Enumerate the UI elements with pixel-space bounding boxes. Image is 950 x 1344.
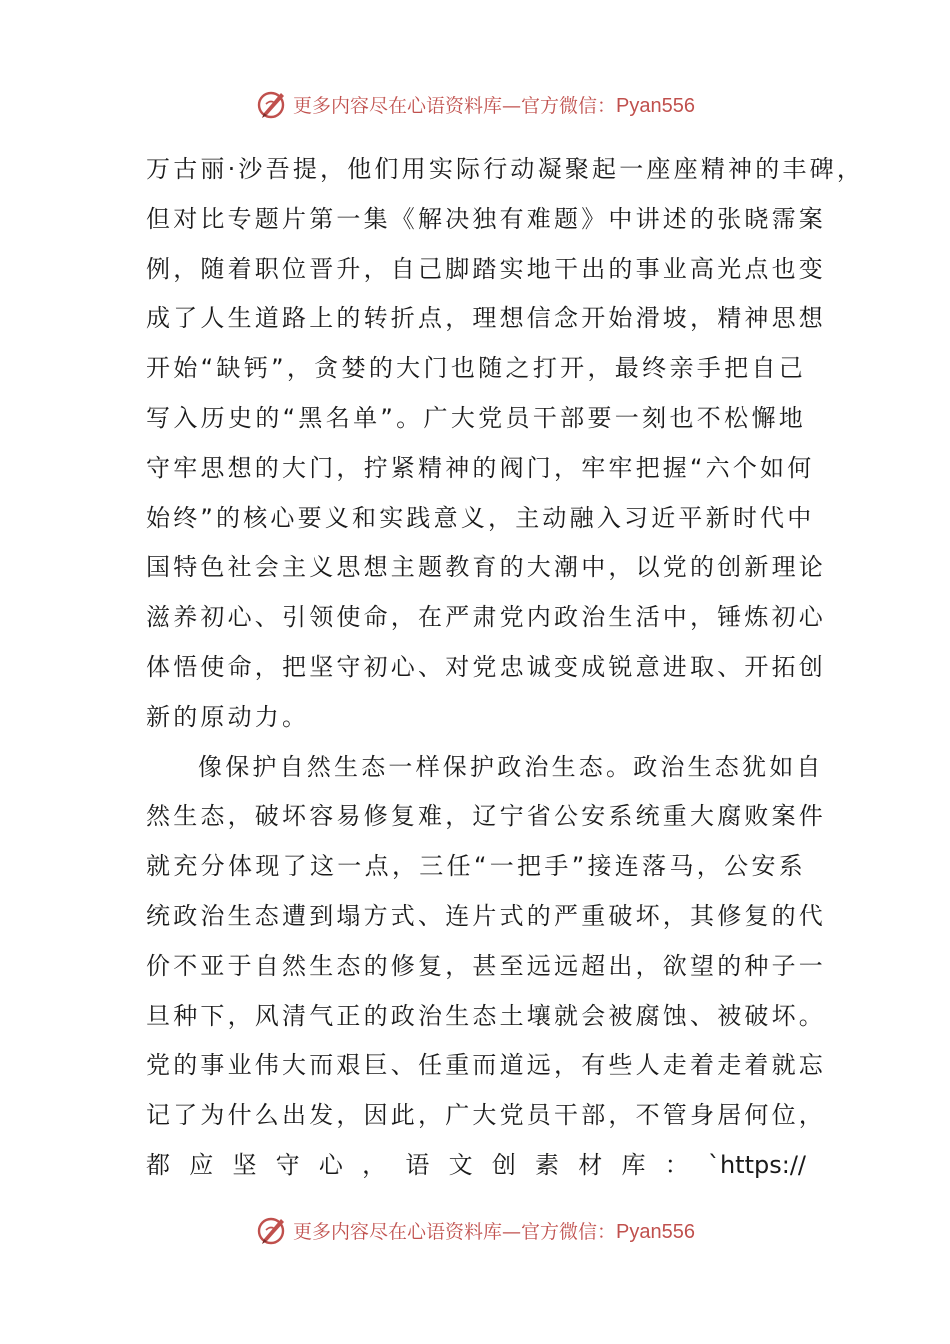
footer-banner [0, 1210, 950, 1250]
banner-caption [293, 91, 695, 118]
text-line: 就充分体现了这一点，三任“一把手”接连落马，公安系 [146, 852, 806, 881]
text-line: 万古丽·沙吾提，他们用实际行动凝聚起一座座精神的丰碑， [146, 155, 865, 183]
text-line: 然生态，破坏容易修复难，辽宁省公安系统重大腐败案件 [146, 802, 826, 831]
text-line: 记了为什么出发，因此，广大党员干部，不管身居何位， [146, 1101, 826, 1130]
text-line: 体悟使命，把坚守初心、对党忠诚变成锐意进取、开拓创 [146, 652, 826, 681]
text-line: 始终”的核心要义和实践意义，主动融入习近平新时代中 [146, 503, 815, 532]
text-line: 国特色社会主义思想主题教育的大潮中，以党的创新理论 [146, 553, 826, 582]
banner-caption [293, 1217, 695, 1244]
text-line: 党的事业伟大而艰巨、任重而道远，有些人走着走着就忘 [146, 1051, 826, 1080]
text-line: 新的原动力。 [146, 702, 310, 731]
banner-title: 更多内容尽在心语资料库—官方微信： [293, 94, 617, 117]
text-line: 例，随着职位晋升，自己脚踏实地干出的事业高光点也变 [146, 254, 826, 283]
text-line: 成了人生道路上的转折点，理想信念开始滑坡，精神思想 [146, 304, 826, 333]
banner-handle: Pyan556 [616, 1220, 695, 1243]
pen-logo-icon [255, 87, 289, 121]
text-line: 旦种下，风清气正的政治生态土壤就会被腐蚀、被破坏。 [146, 1001, 826, 1030]
paragraph-start-line: 像保护自然生态一样保护政治生态。政治生态犹如自 [198, 752, 824, 781]
body-text [146, 145, 865, 1191]
text-line: 写入历史的“黑名单”。广大党员干部要一刻也不松懈地 [146, 403, 806, 432]
text-line: 价不亚于自然生态的修复，甚至远远超出，欲望的种子一 [146, 951, 826, 980]
pen-logo-icon [255, 1213, 289, 1247]
text-line: 开始“缺钙”，贪婪的大门也随之打开，最终亲手把自己 [146, 354, 806, 383]
banner-title: 更多内容尽在心语资料库—官方微信： [293, 1220, 617, 1243]
header-banner [0, 84, 950, 124]
text-line: 滋养初心、引领使命，在严肃党内政治生活中，锤炼初心 [146, 603, 826, 632]
text-line: 统政治生态遭到塌方式、连片式的严重破坏，其修复的代 [146, 901, 826, 930]
text-line: 守牢思想的大门，拧紧精神的阀门，牢牢把握“六个如何 [146, 453, 815, 482]
text-line: 但对比专题片第一集《解决独有难题》中讲述的张晓霈案 [146, 204, 826, 233]
banner-handle: Pyan556 [616, 94, 695, 117]
text-line: 都 应 坚 守 心 ， 语 文 创 素 材 库 ： `https:// [146, 1150, 806, 1179]
